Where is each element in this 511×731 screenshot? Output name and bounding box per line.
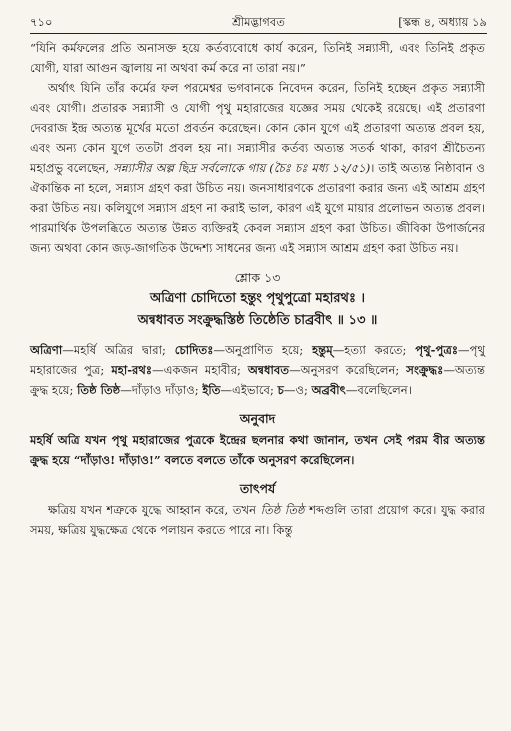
purport-heading: তাৎপর্য	[239, 481, 276, 496]
synonym-word: হন্তুম্	[312, 343, 333, 357]
synonym-meaning: —অত্যন্ত ক্রুদ্ধ হয়ে;	[30, 363, 485, 397]
verse-line-1: অত্রিণা চোদিতো হন্তুং পৃথুপুত্রো মহারথঃ ।	[149, 291, 366, 306]
commentary-text-2: । তাই অত্যন্ত নিষ্ঠাবান ও ঐকান্তিক না হলে, সন্ন্যাস গ্রহণ করা উচিত নয়। জনসাধারণকে প্রতারণা করার জন্য এই আশ্রম গ্রহণ করা উচিত নয়। কলিযুগে সন্ন্যাস গ্রহণ না করাই ভাল, কারণ এই যুগে মায়ার প্রলোভন অত্যন্ত প্রবল। পারমার্থিক উপলব্ধিতে অত্যন্ত উন্নত ব্যক্তিরই কেবল সন্ন্যাস গ্রহণ করা উচিত। জীবিকা উপার্জনের জন্য অথবা কোন জড়-জাগতিক উদ্দেশ্য সাধনের জন্য এই সন্ন্যাস আশ্রম গ্রহণ করা উচিত নয়।	[30, 161, 485, 255]
verse-line-2: অন্বধাবত সংক্রুদ্ধস্তিষ্ঠ তিষ্ঠেতি চাব্রবীৎ ॥ ১৩ ॥	[137, 313, 378, 328]
synonym-word: ইতি	[202, 383, 221, 397]
commentary-paragraph	[30, 78, 485, 258]
header-rule	[30, 33, 487, 34]
purport-text-2: শব্দগুলি তারা প্রয়োগ করে। যুদ্ধ করার সময়, ক্ষত্রিয় যুদ্ধক্ষেত্র থেকে পলায়ন করতে পারে না। কিন্তু	[30, 503, 485, 537]
synonym-meaning: —একজন মহাবীর;	[152, 363, 248, 377]
synonym-meaning: —দাঁড়াও দাঁড়াও;	[120, 383, 203, 397]
synonym-meaning: —পৃথু মহারাজের পুত্র;	[30, 343, 486, 377]
translation-text: মহর্ষি অত্রি যখন পৃথু মহারাজের পুত্রকে ইন্দ্রের ছলনার কথা জানান, তখন সেই পরম বীর অত্যন্ত ক্রুদ্ধ হয়ে “দাঁড়াও! দাঁড়াও!” বলতে বলতে তাঁকে অনুসরণ করেছিলেন।	[30, 433, 485, 467]
page-number: ৭১০	[30, 15, 53, 29]
chapter-reference: [স্কন্ধ ৪, অধ্যায় ১৯	[398, 15, 487, 29]
synonym-word: পৃথু-পুত্রঃ	[415, 343, 459, 357]
quote-paragraph: “যিনি কর্মফলের প্রতি অনাসক্ত হয়ে কর্তব্যবোধে কার্য করেন, তিনিই সন্ন্যাসী, এবং তিনিই প্রকৃত যোগী, যারা আগুন জ্বালায় না অথবা কর্ম করে না তারা নয়।”	[30, 41, 485, 75]
purport-text-1: ক্ষত্রিয় যখন শত্রুকে যুদ্ধে আহ্বান করে, তখন	[48, 503, 261, 517]
synonym-word: অব্রবীৎ	[311, 383, 346, 397]
synonym-meaning: —ও;	[283, 383, 312, 397]
synonym-word: সংক্রুদ্ধঃ	[406, 363, 444, 377]
translation-heading: অনুবাদ	[239, 411, 276, 426]
synonyms-paragraph	[30, 340, 485, 400]
page-body	[30, 38, 485, 540]
synonym-word: চ	[277, 383, 284, 397]
commentary-quote: সন্ন্যাসীর অল্প ছিদ্র সর্বলোকে গায় (চৈঃ চঃ মধ্য ১২/৫১)	[113, 161, 371, 175]
synonym-meaning: —মহর্ষি অত্রির দ্বারা;	[62, 343, 175, 357]
verse-title: শ্লোক ১৩	[234, 270, 281, 285]
running-title: শ্রীমদ্ভাগবত	[232, 15, 285, 29]
synonym-word: মহা-রথঃ	[111, 363, 153, 377]
synonym-meaning: —অনুসরণ করেছিলেন;	[289, 363, 407, 377]
synonym-meaning: —হত্যা করতে;	[332, 343, 416, 357]
synonym-meaning: —অনুপ্রাণিত হয়ে;	[213, 343, 313, 357]
page-header	[30, 12, 487, 34]
synonym-word: অন্বধাবত	[247, 363, 290, 377]
synonym-word: তিষ্ঠ তিষ্ঠ	[77, 383, 121, 397]
purport-paragraph	[30, 500, 485, 540]
purport-italic: তিষ্ঠ তিষ্ঠ	[260, 503, 305, 517]
synonym-meaning: —এইভাবে;	[220, 383, 278, 397]
synonym-word: চোদিতঃ	[174, 343, 214, 357]
synonym-word: অত্রিণা	[30, 343, 63, 357]
synonym-meaning: —বলেছিলেন।	[345, 383, 412, 397]
commentary-text-1: অর্থাৎ যিনি তাঁর কর্মের ফল পরমেশ্বর ভগবানকে নিবেদন করেন, তিনিই হচ্ছেন প্রকৃত সন্ন্যাসী এবং যোগী। প্রতারক সন্ন্যাসী ও যোগী পৃথু মহারাজের যজ্ঞের সময় থেকেই রয়েছে। এই প্রতারণা দেবরাজ ইন্দ্র অত্যন্ত মূর্খের মতো প্রবর্তন করেছেন। কোন কোন যুগে এই প্রতারণা অত্যন্ত প্রবল হয়, এবং অন্য কোন যুগে ততটা প্রবল হয় না। সন্ন্যাসীর কর্তব্য অত্যন্ত সতর্ক থাকা, কারণ শ্রীচৈতন্য মহাপ্রভু বলেছেন,	[30, 81, 485, 175]
